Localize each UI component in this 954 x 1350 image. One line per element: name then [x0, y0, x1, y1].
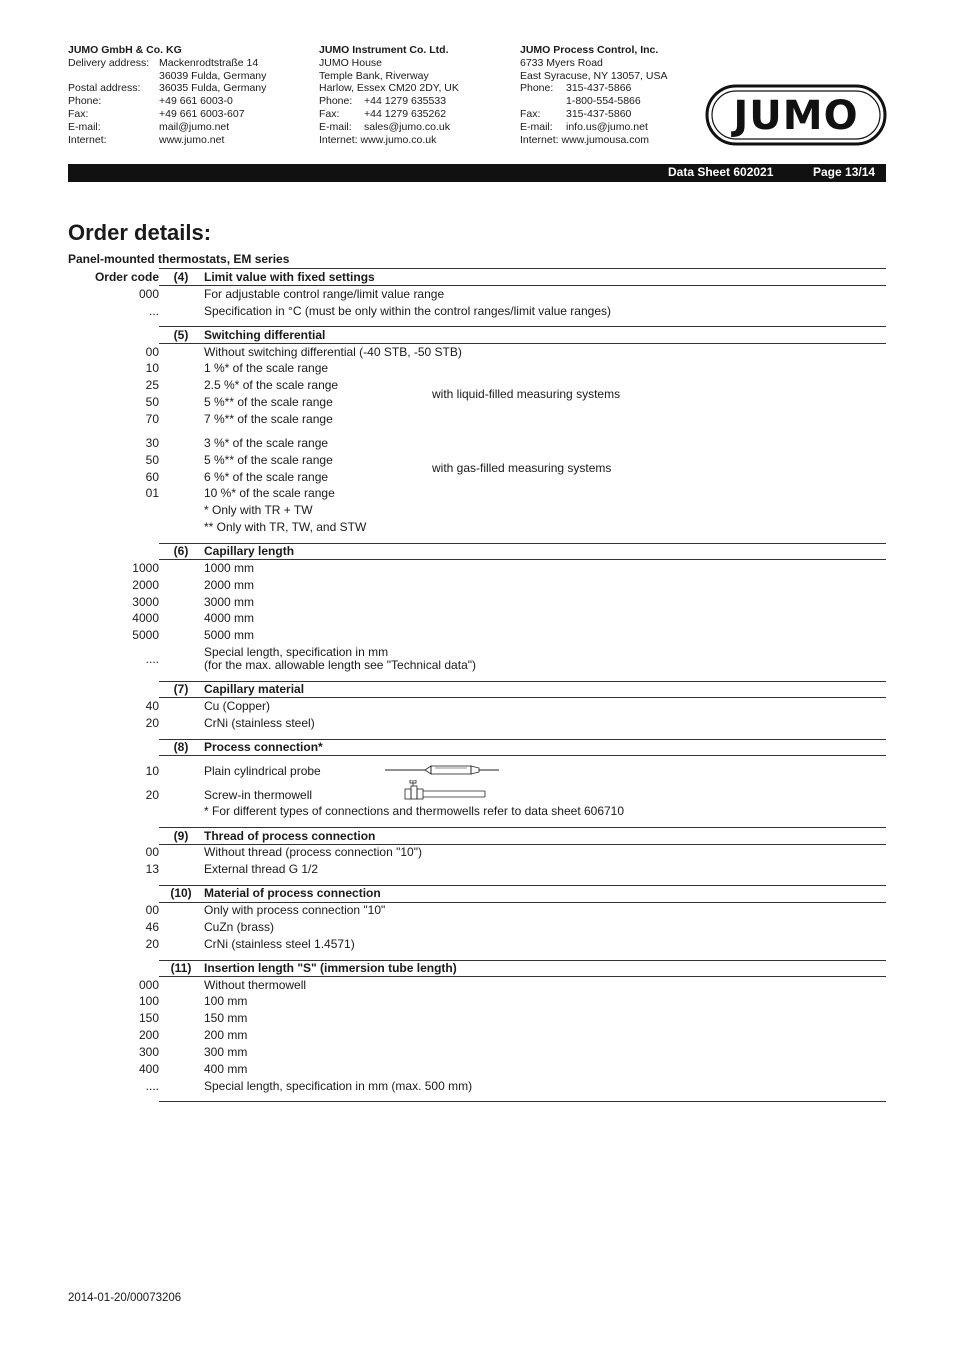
option-description: Special length, specification in mm (max. 500 mm)	[204, 1079, 473, 1093]
jumo-logo	[705, 84, 887, 146]
data-sheet-number: Data Sheet 602021	[668, 165, 774, 179]
section-rule	[159, 1101, 886, 1102]
address-value: +44 1279 635262	[364, 107, 447, 120]
order-code: 400	[138, 1062, 159, 1076]
option-description-line2: (for the max. allowable length see "Technical data")	[204, 658, 476, 672]
option-description: 1 %* of the scale range	[204, 361, 329, 375]
section-rule	[159, 268, 886, 269]
email-link[interactable]: mail@jumo.net	[159, 120, 230, 133]
company-name: JUMO Instrument Co. Ltd.	[319, 44, 449, 56]
section-heading: Capillary material	[204, 682, 305, 696]
section-rule	[159, 827, 886, 828]
section-heading: Process connection*	[204, 740, 323, 754]
section-heading: Thread of process connection	[204, 829, 376, 843]
group-note-gas: with gas-filled measuring systems	[432, 461, 612, 475]
order-code: 20	[145, 716, 159, 730]
option-description: Specification in °C (must be only within the control ranges/limit value ranges)	[204, 304, 611, 318]
address-block-usa	[520, 44, 667, 146]
order-code: 3000	[132, 595, 159, 609]
email-link[interactable]: info.us@jumo.net	[566, 120, 648, 133]
section-heading: Insertion length "S" (immersion tube length)	[204, 961, 457, 975]
order-code: 10	[145, 764, 159, 778]
option-description: Without thermowell	[204, 978, 307, 992]
product-subtitle: Panel-mounted thermostats, EM series	[68, 252, 290, 266]
address-label: Postal address:	[68, 82, 141, 95]
address-value: 6733 Myers Road	[520, 56, 603, 69]
address-value: Mackenrodtstraße 14	[159, 56, 259, 69]
section-number: (7)	[173, 682, 189, 696]
order-code: 200	[138, 1028, 159, 1042]
section-rule	[159, 326, 886, 327]
address-value: +44 1279 635533	[364, 95, 447, 108]
section-rule	[159, 755, 886, 756]
option-description: Cu (Copper)	[204, 699, 271, 713]
footnote: ** Only with TR, TW, and STW	[204, 520, 367, 534]
address-label: Internet:	[319, 133, 358, 146]
address-value: Harlow, Essex CM20 2DY, UK	[319, 82, 459, 95]
order-code: 000	[138, 287, 159, 301]
order-code: 50	[145, 395, 159, 409]
document-footer-id: 2014-01-20/00073206	[68, 1292, 182, 1304]
address-block-uk	[319, 44, 459, 146]
option-description: Without thread (process connection "10")	[204, 845, 422, 859]
option-description: 5 %** of the scale range	[204, 395, 333, 409]
section-number: (5)	[173, 328, 189, 342]
section-rule	[159, 976, 886, 977]
address-label: Phone:	[68, 95, 102, 108]
order-code: 70	[145, 412, 159, 426]
order-code: 25	[145, 378, 159, 392]
order-code: 1000	[132, 561, 159, 575]
order-code: 13	[145, 862, 159, 876]
website-link[interactable]: www.jumo.net	[159, 133, 225, 146]
option-description: 10 %* of the scale range	[204, 486, 335, 500]
option-description: 6 %* of the scale range	[204, 470, 329, 484]
address-value: 315-437-5866	[566, 82, 632, 95]
option-description: CuZn (brass)	[204, 920, 275, 934]
option-description: CrNi (stainless steel)	[204, 716, 315, 730]
address-value: +49 661 6003-0	[159, 95, 233, 108]
website-link[interactable]: www.jumo.co.uk	[360, 133, 437, 146]
option-description: 3 %* of the scale range	[204, 436, 329, 450]
address-label: Delivery address:	[68, 56, 150, 69]
section-rule	[159, 697, 886, 698]
section-number: (9)	[173, 829, 189, 843]
address-value: 1-800-554-5866	[566, 95, 641, 108]
option-description: For adjustable control range/limit value range	[204, 287, 445, 301]
section-rule	[159, 559, 886, 560]
data-sheet-bar	[68, 164, 886, 182]
order-code: 00	[145, 345, 159, 359]
order-code: ...	[148, 304, 159, 318]
order-code: 5000	[132, 628, 159, 642]
order-code: 150	[138, 1011, 159, 1025]
section-rule	[159, 285, 886, 286]
option-description: 2.5 %* of the scale range	[204, 378, 339, 392]
option-description: 5000 mm	[204, 628, 255, 642]
section-heading: Capillary length	[204, 544, 295, 558]
screw-in-thermowell-icon	[403, 780, 489, 802]
option-description: 300 mm	[204, 1045, 248, 1059]
order-code: 20	[145, 788, 159, 802]
address-label: Phone:	[520, 82, 554, 95]
order-code: 46	[145, 920, 159, 934]
logo-text: JUMO	[733, 93, 859, 139]
company-name: JUMO GmbH & Co. KG	[68, 44, 182, 56]
address-block-germany	[68, 44, 266, 146]
order-code: ....	[145, 1079, 159, 1093]
option-description: 150 mm	[204, 1011, 248, 1025]
section-number: (11)	[170, 961, 192, 975]
option-description: Plain cylindrical probe	[204, 764, 321, 778]
option-description: 7 %** of the scale range	[204, 412, 333, 426]
option-description: 4000 mm	[204, 611, 255, 625]
address-label: E-mail:	[319, 120, 352, 133]
option-description: 2000 mm	[204, 578, 255, 592]
order-code: 10	[145, 361, 159, 375]
address-label: Fax:	[319, 107, 340, 120]
page-title: Order details:	[68, 220, 212, 245]
plain-probe-icon	[385, 763, 501, 777]
order-code: 00	[145, 903, 159, 917]
option-description: Special length, specification in mm	[204, 645, 389, 659]
section-rule	[159, 343, 886, 344]
footnote: * For different types of connections and thermowells refer to data sheet 606710	[204, 804, 625, 818]
option-description: External thread G 1/2	[204, 862, 319, 876]
group-note-liquid: with liquid-filled measuring systems	[432, 387, 621, 401]
address-label: E-mail:	[520, 120, 553, 133]
order-code: 4000	[132, 611, 159, 625]
address-label: Internet:	[520, 133, 559, 146]
section-heading: Switching differential	[204, 328, 326, 342]
address-value: +49 661 6003-607	[159, 107, 245, 120]
address-value: 36035 Fulda, Germany	[159, 82, 267, 95]
section-number: (8)	[173, 740, 189, 754]
address-value: JUMO House	[319, 56, 383, 69]
order-code: 20	[145, 937, 159, 951]
order-code: 000	[138, 978, 159, 992]
option-description: CrNi (stainless steel 1.4571)	[204, 937, 355, 951]
option-description: 100 mm	[204, 994, 248, 1008]
option-description: 1000 mm	[204, 561, 255, 575]
order-code: 2000	[132, 578, 159, 592]
option-description: Without switching differential (-40 STB, -50 STB)	[204, 345, 462, 359]
section-number: (4)	[173, 270, 189, 284]
order-code: ....	[145, 652, 159, 666]
section-number: (10)	[170, 886, 192, 900]
option-description: Only with process connection "10"	[204, 903, 386, 917]
order-code: 60	[145, 470, 159, 484]
section-heading: Material of process connection	[204, 886, 381, 900]
order-code: 300	[138, 1045, 159, 1059]
option-description: 200 mm	[204, 1028, 248, 1042]
address-value: 36039 Fulda, Germany	[159, 69, 267, 82]
address-label	[68, 70, 159, 83]
option-description: 400 mm	[204, 1062, 248, 1076]
order-code: 100	[138, 994, 159, 1008]
order-code: 40	[145, 699, 159, 713]
address-label: Internet:	[68, 133, 107, 146]
address-label: Phone:	[319, 95, 353, 108]
section-heading: Limit value with fixed settings	[204, 270, 375, 284]
company-name: JUMO Process Control, Inc.	[520, 44, 659, 56]
footnote: * Only with TR + TW	[204, 503, 313, 517]
address-value: East Syracuse, NY 13057, USA	[520, 69, 668, 82]
address-label	[520, 95, 566, 108]
section-number: (6)	[173, 544, 189, 558]
order-code: 50	[145, 453, 159, 467]
address-label: E-mail:	[68, 120, 101, 133]
option-description: 5 %** of the scale range	[204, 453, 333, 467]
order-code: 01	[145, 486, 159, 500]
option-description: Screw-in thermowell	[204, 788, 313, 802]
address-label: Fax:	[68, 107, 89, 120]
address-label: Fax:	[520, 107, 541, 120]
order-code: 00	[145, 845, 159, 859]
page-number: Page 13/14	[813, 165, 876, 179]
option-description: 3000 mm	[204, 595, 255, 609]
order-code-label: Order code	[94, 270, 159, 284]
address-value: Temple Bank, Riverway	[319, 69, 429, 82]
email-link[interactable]: sales@jumo.co.uk	[364, 120, 450, 133]
address-value: 315-437-5860	[566, 107, 632, 120]
order-code: 30	[145, 436, 159, 450]
website-link[interactable]: www.jumousa.com	[561, 133, 650, 146]
